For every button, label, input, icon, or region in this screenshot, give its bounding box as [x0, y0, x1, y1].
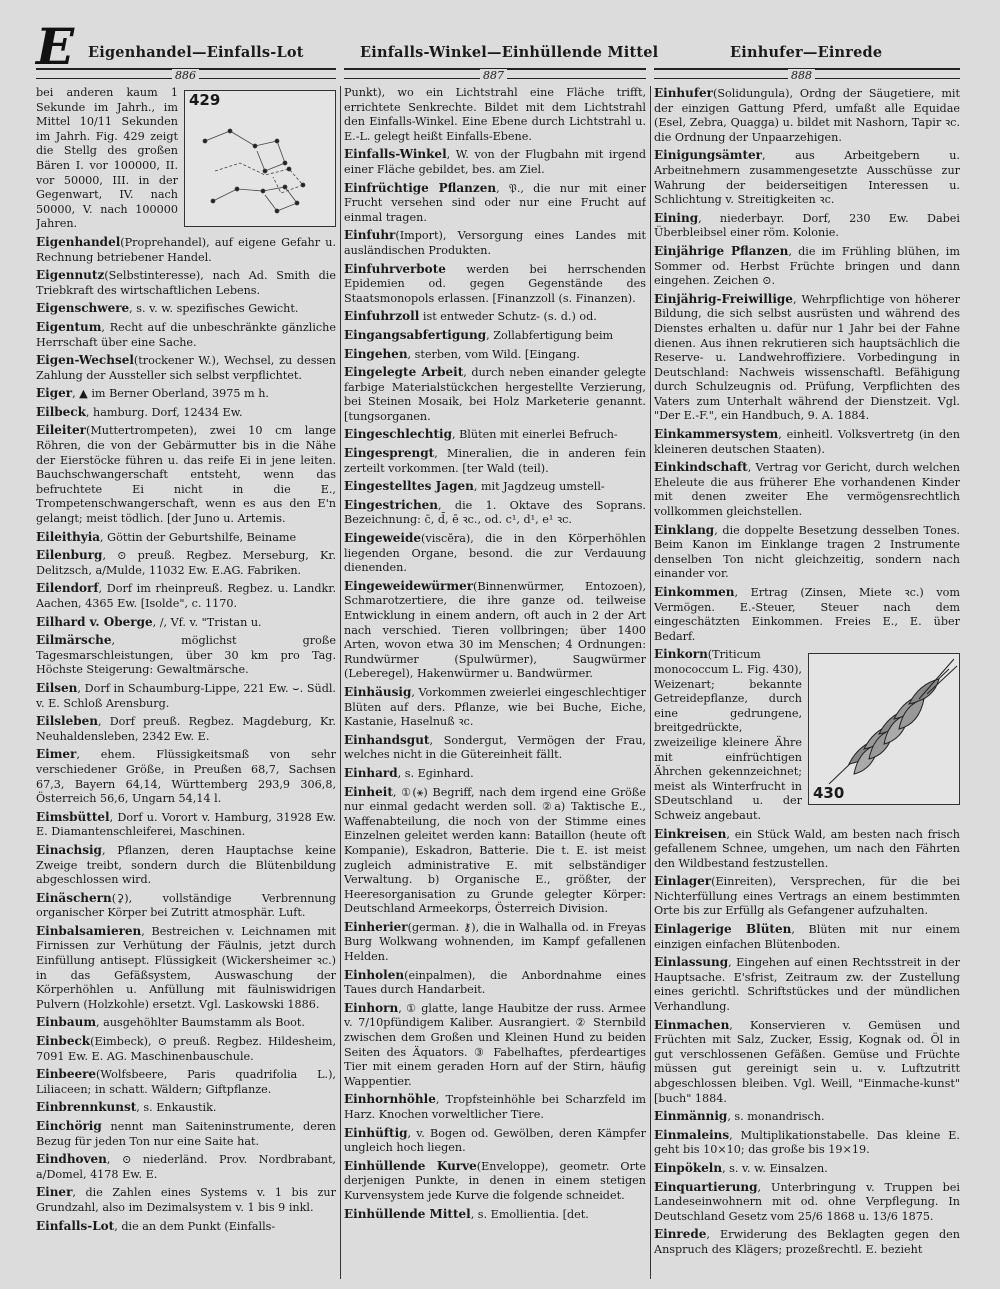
entry-text: , Dorf u. Vorort v. Hamburg, 31928 Ew. E. Diamantenschleiferei, Maschinen.	[36, 810, 336, 839]
entry-text: (Enveloppe), geometr. Orte derjenigen Punkte, in denen in einem stetigen Kurvensystem jede Kurve die folgende schneidet.	[344, 1159, 646, 1202]
dictionary-entry	[654, 1227, 960, 1257]
entry-text: , /, Vf. v. "Tristan u.	[152, 615, 262, 629]
entry-headword: Einjährig-Freiwillige	[654, 291, 793, 306]
entry-text: (trockener W.), Wechsel, zu dessen Zahlung der Aussteller sich selbst verpflichtet.	[36, 354, 336, 382]
entry-text: , Unterbringung v. Truppen bei Landeseinwohnern mit od. ohne Verpflegung. In Deutschland Gesetz vom 25/6 1868 u. 13/6 1875.	[654, 1180, 960, 1223]
entry-headword: Eimsbüttel	[36, 809, 110, 824]
entry-text: , s. monandrisch.	[727, 1110, 825, 1124]
entry-headword: Einbeere	[36, 1067, 97, 1082]
dictionary-entry	[344, 766, 646, 782]
entry-headword: Einfalls-Winkel	[344, 147, 447, 162]
dictionary-entry	[654, 1180, 960, 1225]
entry-headword: Einhüftig	[344, 1125, 408, 1140]
entry-headword: Eigennutz	[36, 268, 105, 283]
dictionary-entry	[36, 681, 336, 711]
entry-text: (⚳), vollständige Verbrennung organischer Körper bei Zutritt atmosphär. Luft.	[36, 891, 336, 920]
dictionary-entry	[344, 262, 646, 307]
entry-text: , s. Emollientia. [det.	[470, 1207, 589, 1221]
entry-headword: Einer	[36, 1185, 73, 1200]
dictionary-entry	[344, 1126, 646, 1156]
entry-text: , die 1. Oktave des Soprans. Bezeichnung: c̄, d̄, ē ꝛc., od. c¹, d¹, e¹ ꝛc.	[344, 498, 646, 527]
entry-headword: Eingeweidewürmer	[344, 578, 474, 593]
dictionary-entry	[36, 301, 336, 317]
entry-headword: Einbeck	[36, 1034, 91, 1049]
dictionary-entry	[344, 347, 646, 363]
entry-headword: Einhard	[344, 765, 398, 780]
dictionary-entry	[344, 785, 646, 917]
entry-headword: Eilendorf	[36, 581, 99, 596]
dictionary-entry	[654, 211, 960, 241]
entry-headword: Eilsen	[36, 680, 78, 695]
dictionary-entry	[344, 1207, 646, 1223]
entry-headword: Eingestelltes Jagen	[344, 479, 474, 494]
entry-text: , sterben, vom Wild. [Eingang.	[407, 347, 580, 361]
dictionary-entry	[654, 874, 960, 919]
dictionary-entry	[344, 968, 646, 998]
entry-text: , Vorkommen zweierlei eingeschlechtiger Blüten auf ders. Pflanze, wie bei Buche, Eiche, Kastanie, Haselnuß ꝛc.	[344, 685, 646, 729]
dictionary-entry	[344, 427, 646, 443]
entry-text: nennt man Saiteninstrumente, deren Bezug für jeden Ton nur eine Saite hat.	[36, 1120, 336, 1148]
entry-headword: Eimer	[36, 747, 77, 762]
entry-headword: Eingeweide	[344, 531, 422, 546]
entry-text: , 𝔓., die nur mit einer Frucht versehen sind oder nur eine Frucht auf einmal tragen.	[344, 181, 646, 224]
entry-headword: Einfuhrverbote	[344, 261, 446, 276]
dictionary-entry	[344, 328, 646, 344]
dictionary-entry	[36, 714, 336, 744]
dictionary-entry	[36, 615, 336, 631]
entry-text: , Göttin der Geburtshilfe, Beiname	[100, 530, 297, 544]
entry-text: , v. Bogen od. Gewölben, deren Kämpfer ungleich hoch liegen.	[344, 1126, 646, 1155]
entry-text: , ⊙ preuß. Regbez. Merseburg, Kr. Delitzsch, a/Mulde, 11032 Ew. E.AG. Fabriken.	[36, 549, 336, 577]
dictionary-entry	[36, 1119, 336, 1149]
dictionary-entry	[344, 479, 646, 495]
entry-headword: Eingestrichen	[344, 497, 439, 512]
dictionary-entry	[36, 1152, 336, 1182]
entry-headword: Einachsig	[36, 842, 102, 857]
entry-headword: Eingehen	[344, 346, 408, 361]
dictionary-entry	[36, 891, 336, 921]
dictionary-entry	[344, 86, 646, 144]
entry-text: , Vertrag vor Gericht, durch welchen Eheleute die aus früherer Ehe vorhandenen Kinder mit denen zweiter Ehe vermögensrechtlich vollkommen gleichstellen.	[654, 461, 960, 519]
entry-text: , Eingehen auf einen Rechtsstreit in der Hauptsache. E'sfrist, Zeitraum zw. der Zustellung eines gerichtl. Schriftstückes und der mündlichen Verhandlung.	[654, 956, 960, 1014]
dictionary-entry	[654, 427, 960, 457]
entry-text: , möglichst große Tagesmarschleistungen, über 30 km pro Tag. Höchste Steigerung: Gewaltmärsche.	[36, 634, 336, 677]
dictionary-entry	[36, 1185, 336, 1215]
entry-headword: Eingelegte Arbeit	[344, 365, 464, 380]
entry-headword: Einfuhr	[344, 228, 396, 243]
entry-text: (Einreiten), Versprechen, für die bei Nichterfüllung eines Vertrags an einem bestimmten Orte bis zur Erfüllg als Gefangener aufzuhalten.	[654, 875, 960, 918]
dictionary-entry	[36, 353, 336, 383]
entry-headword: Einlager	[654, 874, 712, 889]
dictionary-entry	[344, 446, 646, 476]
figure-number: 429	[189, 91, 221, 109]
column-3	[654, 86, 960, 1279]
entry-text: bei anderen kaum 1 Sekunde im Jahrh., im Mittel 10/11 Sekunden im Jahrh. Fig. 429 zeigt die Stellg des großen Bären I. vor 100000, II. vor 50000, III. in der Gegenwart, IV. nach 50000, V. nach 100000 Jahren.	[36, 86, 178, 231]
entry-headword: Eilmärsche	[36, 633, 112, 648]
entry-headword: Einhandsgut	[344, 732, 430, 747]
dictionary-entry	[36, 235, 336, 265]
entry-headword: Eigentum	[36, 319, 102, 334]
entry-text: , Pflanzen, deren Hauptachse keine Zweige treibt, sondern durch die Blütenbildung abgeschlossen wird.	[36, 843, 336, 887]
entry-text: , W. von der Flugbahn mit irgend einer Fläche gebildet, bes. am Ziel.	[344, 148, 646, 176]
dictionary-entry	[344, 498, 646, 528]
dictionary-entry	[36, 530, 336, 546]
entry-text: , die Zahlen eines Systems v. 1 bis zur Grundzahl, also im Dezimalsystem v. 1 bis 9 inkl.	[36, 1186, 336, 1214]
dictionary-entry	[654, 460, 960, 519]
dictionary-entry	[36, 747, 336, 806]
entry-headword: Eileithyia	[36, 529, 101, 544]
dictionary-entry	[654, 955, 960, 1014]
dictionary-entry	[654, 1109, 960, 1125]
entry-headword: Einhufer	[654, 86, 713, 100]
entry-text: , die an dem Punkt (Einfalls-	[114, 1219, 276, 1233]
dictionary-entry	[654, 827, 960, 872]
entry-headword: Eigenhandel	[36, 234, 121, 249]
dictionary-entry	[36, 405, 336, 421]
entry-text: , Mineralien, die in anderen fein zerteilt vorkommen. [ter Wald (teil).	[344, 447, 646, 475]
entry-headword: Eindhoven	[36, 1152, 107, 1167]
entry-text: , Erwiderung des Beklagten gegen den Anspruch des Klägers; prozeßrechtl. E. bezieht	[654, 1228, 960, 1256]
entry-headword: Eilbeck	[36, 404, 86, 419]
dictionary-entry	[36, 423, 336, 526]
figure-430-einkorn	[808, 653, 960, 805]
columns	[36, 86, 960, 1279]
dictionary-entry	[654, 647, 960, 823]
entry-headword: Einholen	[344, 967, 405, 982]
entry-headword: Einherier	[344, 919, 408, 934]
dictionary-entry	[36, 633, 336, 678]
entry-headword: Einäschern	[36, 890, 112, 905]
entry-headword: Einbalsamieren	[36, 923, 142, 938]
dictionary-entry	[36, 1067, 336, 1097]
entry-headword: Eigenschwere	[36, 301, 130, 316]
entry-text: , Recht auf die unbeschränkte gänzliche Herrschaft über eine Sache.	[36, 320, 336, 349]
entry-headword: Einfalls-Lot	[36, 1218, 115, 1233]
entry-text: Punkt), wo ein Lichtstrahl eine Fläche trifft, errichtete Senkrechte. Bildet mit dem Lichtstrahl den Einfalls-Winkel. Eine Ebene durch Lichtstrahl u. E.-L. gelegt heißt Einfalls-Ebene.	[344, 86, 646, 143]
dictionary-entry	[344, 309, 646, 325]
dictionary-entry	[344, 579, 646, 682]
dictionary-entry	[36, 1219, 336, 1235]
dictionary-entry	[36, 1034, 336, 1064]
entry-text: (viscĕra), die in den Körperhöhlen liegenden Organe, besond. die zur Verdauung dienenden.	[344, 532, 646, 575]
entry-text: , Tropfsteinhöhle bei Scharzfeld im Harz. Knochen vorweltlicher Tiere.	[344, 1093, 646, 1121]
entry-text: , Wehrpflichtige von höherer Bildung, die sich selbst ausrüsten und während des Dienstes erhalten u. dafür nur 1 Jahr bei der Fahne dienen. Aus ihnen rekrutieren sich hauptsächlich die Reserve- u. Landwehroffiziere. Vorbedingung in Deutschland: Nachweis wissenschaftl. Befähigung durch Schulzeugnis od. Prüfung, Verpflichten des Vaters zum Unterhalt während der Dienstzeit. Vgl. "Der E.-F.", ein Handbuch, 9. A. 1884.	[654, 292, 960, 423]
entry-headword: Eining	[654, 210, 699, 225]
col2-running-title: Einfalls-Winkel—Einhüllende Mittel	[360, 44, 659, 61]
entry-headword: Eingesprengt	[344, 446, 435, 461]
section-letter: E	[36, 17, 75, 76]
dictionary-entry	[36, 1100, 336, 1116]
entry-headword: Einjährige Pflanzen	[654, 243, 789, 258]
dictionary-entry	[36, 386, 336, 402]
dictionary-entry	[344, 1092, 646, 1122]
dictionary-entry	[36, 843, 336, 888]
entry-headword: Einhäusig	[344, 684, 412, 699]
entry-text: , Blüten mit einerlei Befruch-	[451, 428, 618, 442]
dictionary-entry	[36, 581, 336, 611]
col1-running-title: Eigenhandel—Einfalls-Lot	[88, 44, 304, 61]
entry-headword: Eingangsabfertigung	[344, 327, 487, 342]
entry-text: , s. Enkaustik.	[136, 1101, 217, 1115]
dictionary-entry	[654, 292, 960, 424]
dictionary-entry	[344, 147, 646, 177]
page-number-888: 888	[788, 69, 815, 82]
entry-headword: Eilenburg	[36, 548, 103, 563]
entry-text: (Import), Versorgung eines Landes mit ausländischen Produkten.	[344, 229, 646, 257]
dictionary-entry	[36, 924, 336, 1013]
entry-headword: Einquartierung	[654, 1179, 758, 1194]
entry-headword: Einkammersystem	[654, 427, 779, 442]
entry-text: , s. v. w. spezifisches Gewicht.	[129, 302, 299, 316]
entry-headword: Einfuhrzoll	[344, 309, 420, 324]
col3-running-title: Einhufer—Einrede	[730, 44, 883, 61]
entry-text: , s. v. w. Einsalzen.	[722, 1161, 828, 1175]
entry-text: (Selbstinteresse), nach Ad. Smith die Triebkraft des wirtschaftlichen Lebens.	[36, 269, 336, 297]
entry-text: (Muttertrompeten), zwei 10 cm lange Röhren, die von der Gebärmutter bis in die Nähe der Eierstöcke führen u. das reife Ei in jene leiten. Bauchschwangerschaft entsteht, wenn das befruchtete Ei nicht in die E., Trompetenschwangerschaft, wenn es aus den E'n gelangt; meist tödlich. [der Juno u. Artemis.	[36, 424, 336, 526]
entry-text: , Konservieren v. Gemüsen und Früchten mit Salz, Zucker, Essig, Kognak od. Öl in gut verschlossenen Gefäßen. Gemüse und Früchte müssen gut gereinigt sein u. v. Luftzutritt abgeschlossen bleiben. Vgl. Weill, "Einmache-kunst" [buch" 1884.	[654, 1018, 960, 1105]
entry-text: (Proprehandel), auf eigene Gefahr u. Rechnung betriebener Handel.	[36, 235, 336, 264]
wheat-ear-illustration	[809, 654, 959, 804]
dictionary-entry	[344, 1001, 646, 1090]
entry-headword: Einhüllende Mittel	[344, 1206, 471, 1221]
dictionary-entry	[36, 1015, 336, 1031]
dictionary-entry	[36, 810, 336, 840]
entry-headword: Einmachen	[654, 1017, 730, 1032]
entry-headword: Einkindschaft	[654, 460, 748, 475]
entry-headword: Eilhard v. Oberge	[36, 614, 153, 629]
dictionary-entry	[654, 1161, 960, 1177]
entry-text: (Eimbeck), ⊙ preuß. Regbez. Hildesheim, 7091 Ew. E. AG. Maschinenbauschule.	[36, 1035, 336, 1063]
dictionary-entry	[344, 1159, 646, 1204]
entry-text: , Ertrag (Zinsen, Miete ꝛc.) vom Vermögen. E.-Steuer, Steuer nach dem eingeschätzten Einkommen. Freies E., E. über Bedarf.	[654, 586, 960, 643]
entry-headword: Einbrennkunst	[36, 1100, 137, 1115]
entry-headword: Einchörig	[36, 1119, 102, 1133]
entry-headword: Einlassung	[654, 955, 729, 970]
entry-text: , ausgehöhlter Baumstamm als Boot.	[96, 1016, 305, 1030]
entry-text: , Dorf preuß. Regbez. Magdeburg, Kr. Neuhaldensleben, 2342 Ew. E.	[36, 715, 336, 743]
entry-text: , die im Frühling blühen, im Sommer od. Herbst Früchte bringen und dann eingehen. Zeichen ⊙.	[654, 244, 960, 288]
dictionary-entry	[654, 1018, 960, 1107]
entry-headword: Einkreisen	[654, 826, 727, 841]
entry-text: , einheitl. Volksvertretg (in den kleineren deutschen Staaten).	[654, 428, 960, 456]
dictionary-entry	[654, 86, 960, 145]
entry-headword: Einlagerige Blüten	[654, 922, 792, 937]
star-chart-illustration	[185, 91, 335, 226]
figure-429-big-dipper	[184, 90, 336, 227]
entry-headword: Einheit	[344, 784, 393, 799]
entry-headword: Einkommen	[654, 585, 735, 599]
entry-text: (Triticum monococcum L. Fig. 430), Weizenart; bekannte Getreidepflanze, durch eine gedrungene, breitgedrückte, zweizeilige kleinere Ähre mit einfrüchtigen Ährchen gekennzeichnet; meist als Winterfrucht in SDeutschland u. der Schweiz angebaut.	[654, 648, 802, 822]
dictionary-entry	[344, 365, 646, 424]
entry-text: , Multiplikationstabelle. Das kleine E. geht bis 10×10; das große bis 19×19.	[654, 1128, 960, 1157]
dictionary-entry	[344, 920, 646, 965]
entry-text: , Sondergut, Vermögen der Frau, welches nicht in die Gütereinheit fällt.	[344, 733, 646, 762]
dictionary-entry	[654, 922, 960, 952]
column-2	[344, 86, 646, 1279]
entry-text: , durch neben einander gelegte farbige Materialstückchen hergestellte Verzierung, bei Steinen Mosaik, bei Holz Marketerie genannt. [tungsorganen.	[344, 366, 646, 423]
dictionary-entry	[344, 733, 646, 763]
dictionary-entry	[654, 523, 960, 582]
entry-headword: Eingeschlechtig	[344, 427, 452, 442]
entry-headword: Einfrüchtige Pflanzen	[344, 180, 497, 195]
entry-text: , hamburg. Dorf, 12434 Ew.	[85, 405, 243, 419]
entry-text: , die doppelte Besetzung desselben Tones. Beim Kanon im Einklange tragen 2 Instrumente denselben Ton nicht gleichzeitig, sondern nach einander vor.	[654, 523, 960, 581]
entry-text: (Solidungula), Ordng der Säugetiere, mit der einzigen Gattung Pferd, umfaßt alle Equidae (Esel, Zebra, Quagga) u. bildet mit Nashorn, Tapir ꝛc. die Ordnung der Unpaarzehigen.	[654, 87, 960, 144]
entry-text: , Zollabfertigung beim	[486, 328, 614, 342]
entry-headword: Einkorn	[654, 647, 708, 662]
entry-text: , Dorf im rheinpreuß. Regbez. u. Landkr. Aachen, 4365 Ew. [Isolde", c. 1170.	[36, 582, 336, 610]
dictionary-entry	[36, 268, 336, 298]
dictionary-entry	[654, 244, 960, 289]
entry-text: , niederbayr. Dorf, 230 Ew. Dabei Überbleibsel einer röm. Kolonie.	[654, 211, 960, 240]
entry-text: ist entweder Schutz- (s. d.) od.	[419, 310, 597, 324]
entry-headword: Einrede	[654, 1227, 707, 1242]
entry-headword: Einbaum	[36, 1015, 97, 1030]
entry-headword: Eilsleben	[36, 714, 98, 729]
entry-headword: Eiger	[36, 386, 73, 401]
dictionary-entry	[654, 148, 960, 207]
entry-text: , Blüten mit nur einem einzigen einfachen Blütenboden.	[654, 923, 960, 951]
dictionary-entry	[344, 181, 646, 226]
figure-number: 430	[813, 783, 845, 802]
column-1	[36, 86, 336, 1279]
entry-text: (Binnenwürmer, Entozoen), Schmarotzertiere, die ihre ganze od. teilweise Entwicklung in einem andern, oft auch in 2 der Art nach verschied. Tieren vollbringen; über 1400 Arten, wovon etwa 30 im Menschen; 4 Ordnungen: Rundwürmer (Spulwürmer), Saugwürmer (Leberegel), Hakenwürmer u. Bandwürmer.	[344, 579, 646, 681]
dictionary-entry	[654, 1128, 960, 1158]
dictionary-entry	[344, 531, 646, 576]
dictionary-entry	[344, 228, 646, 258]
page-number-887: 887	[480, 69, 507, 82]
dictionary-entry	[344, 685, 646, 730]
page-number-886: 886	[172, 69, 199, 82]
entry-text: , ⊙ niederländ. Prov. Nordbrabant, a/Domel, 4178 Ew. E.	[36, 1153, 336, 1181]
entry-text: , mit Jagdzeug umstell-	[473, 480, 605, 494]
entry-text: (einpalmen), die Anbordnahme eines Taues durch Handarbeit.	[344, 968, 646, 997]
entry-headword: Einhornhöhle	[344, 1092, 436, 1107]
entry-headword: Einpökeln	[654, 1160, 723, 1175]
dictionary-entry	[36, 320, 336, 350]
entry-text: , ▲ im Berner Oberland, 3975 m h.	[72, 387, 269, 401]
entry-text: (Wolfsbeere, Paris quadrifolia L.), Liliaceen; in schatt. Wäldern; Giftpflanze.	[36, 1068, 336, 1096]
entry-headword: Einigungsämter	[654, 148, 762, 163]
entry-text: , Bestreichen v. Leichnamen mit Firnissen zur Verhütung der Fäulnis, jetzt durch Einfüllung antisept. Flüssigkeit (Wickersheimer ꝛc.) in das Gefäßsystem, Auswaschung der Körperhöhlen u. Anfüllung mit fäulniswidrigen Pulvern (Holzkohle) ersetzt. Vgl. Laskowski 1886.	[36, 924, 336, 1011]
entry-text: (german. ⚷), die in Walhalla od. in Freyas Burg Wolkwang wohnenden, im Kampf gefallenen Helden.	[344, 920, 646, 964]
entry-text: , ein Stück Wald, am besten nach frisch gefallenem Schnee, umgehen, um nach den Fährten den Wildbestand festzustellen.	[654, 827, 960, 870]
dictionary-entry	[654, 585, 960, 644]
entry-headword: Eigen-Wechsel	[36, 353, 134, 368]
entry-text: , ①(⚹) Begriff, nach dem irgend eine Größe nur einmal gedacht werden soll. ②a) Taktische E., Waffenabteilung, die noch von der Stimme eines Einzelnen geleitet werden kann: Bataillon (heute oft Kompanie), Eskadron, Batterie. Die t. E. ist meist zugleich administrative E. mit selbständiger Verwaltung. b) Organische E., größter, der Heeresorganisation zu Grunde gelegter Körper: Deutschland Armeekorps, Österreich Division.	[344, 785, 646, 916]
entry-text: , s. Eginhard.	[397, 766, 474, 780]
entry-headword: Einhorn	[344, 1000, 399, 1015]
entry-text: , aus Arbeitgebern u. Arbeitnehmern zusammengesetzte Ausschüsse zur Wahrung der beiderseitigen Interessen u. Schlichtung v. Streitigkeiten ꝛc.	[654, 149, 960, 207]
entry-text: , ① glatte, lange Haubitze der russ. Armee v. 7/10pfündigem Kaliber. Ausrangiert. ② Sternbild zwischen dem Großen und Kleinen Hund zu beiden Seiten des Äquators. ③ Fabelhaftes, pferdeartiges Tier mit einem geraden Horn auf der Stirn, häufig Wappentier.	[344, 1001, 646, 1088]
entry-headword: Einklang	[654, 522, 715, 537]
entry-headword: Einmaleins	[654, 1127, 730, 1142]
entry-text: werden bei herrschenden Epidemien od. gegen Gegenstände des Staatsmonopols erlassen. [Finanzzoll (s. Finanzen).	[344, 262, 646, 305]
entry-headword: Eileiter	[36, 423, 86, 438]
entry-text: , Dorf in Schaumburg-Lippe, 221 Ew. ⌣. Südl. v. E. Schloß Arensburg.	[36, 681, 336, 710]
entry-headword: Einhüllende Kurve	[344, 1158, 477, 1173]
entry-text: , ehem. Flüssigkeitsmaß von sehr verschiedener Größe, in Preußen 68,7, Sachsen 67,3, Bayern 64,14, Württemberg 293,9 306,8, Österreich 56,6, Ungarn 54,14 l.	[36, 748, 336, 806]
entry-headword: Einmännig	[654, 1109, 728, 1124]
dictionary-entry	[36, 548, 336, 578]
